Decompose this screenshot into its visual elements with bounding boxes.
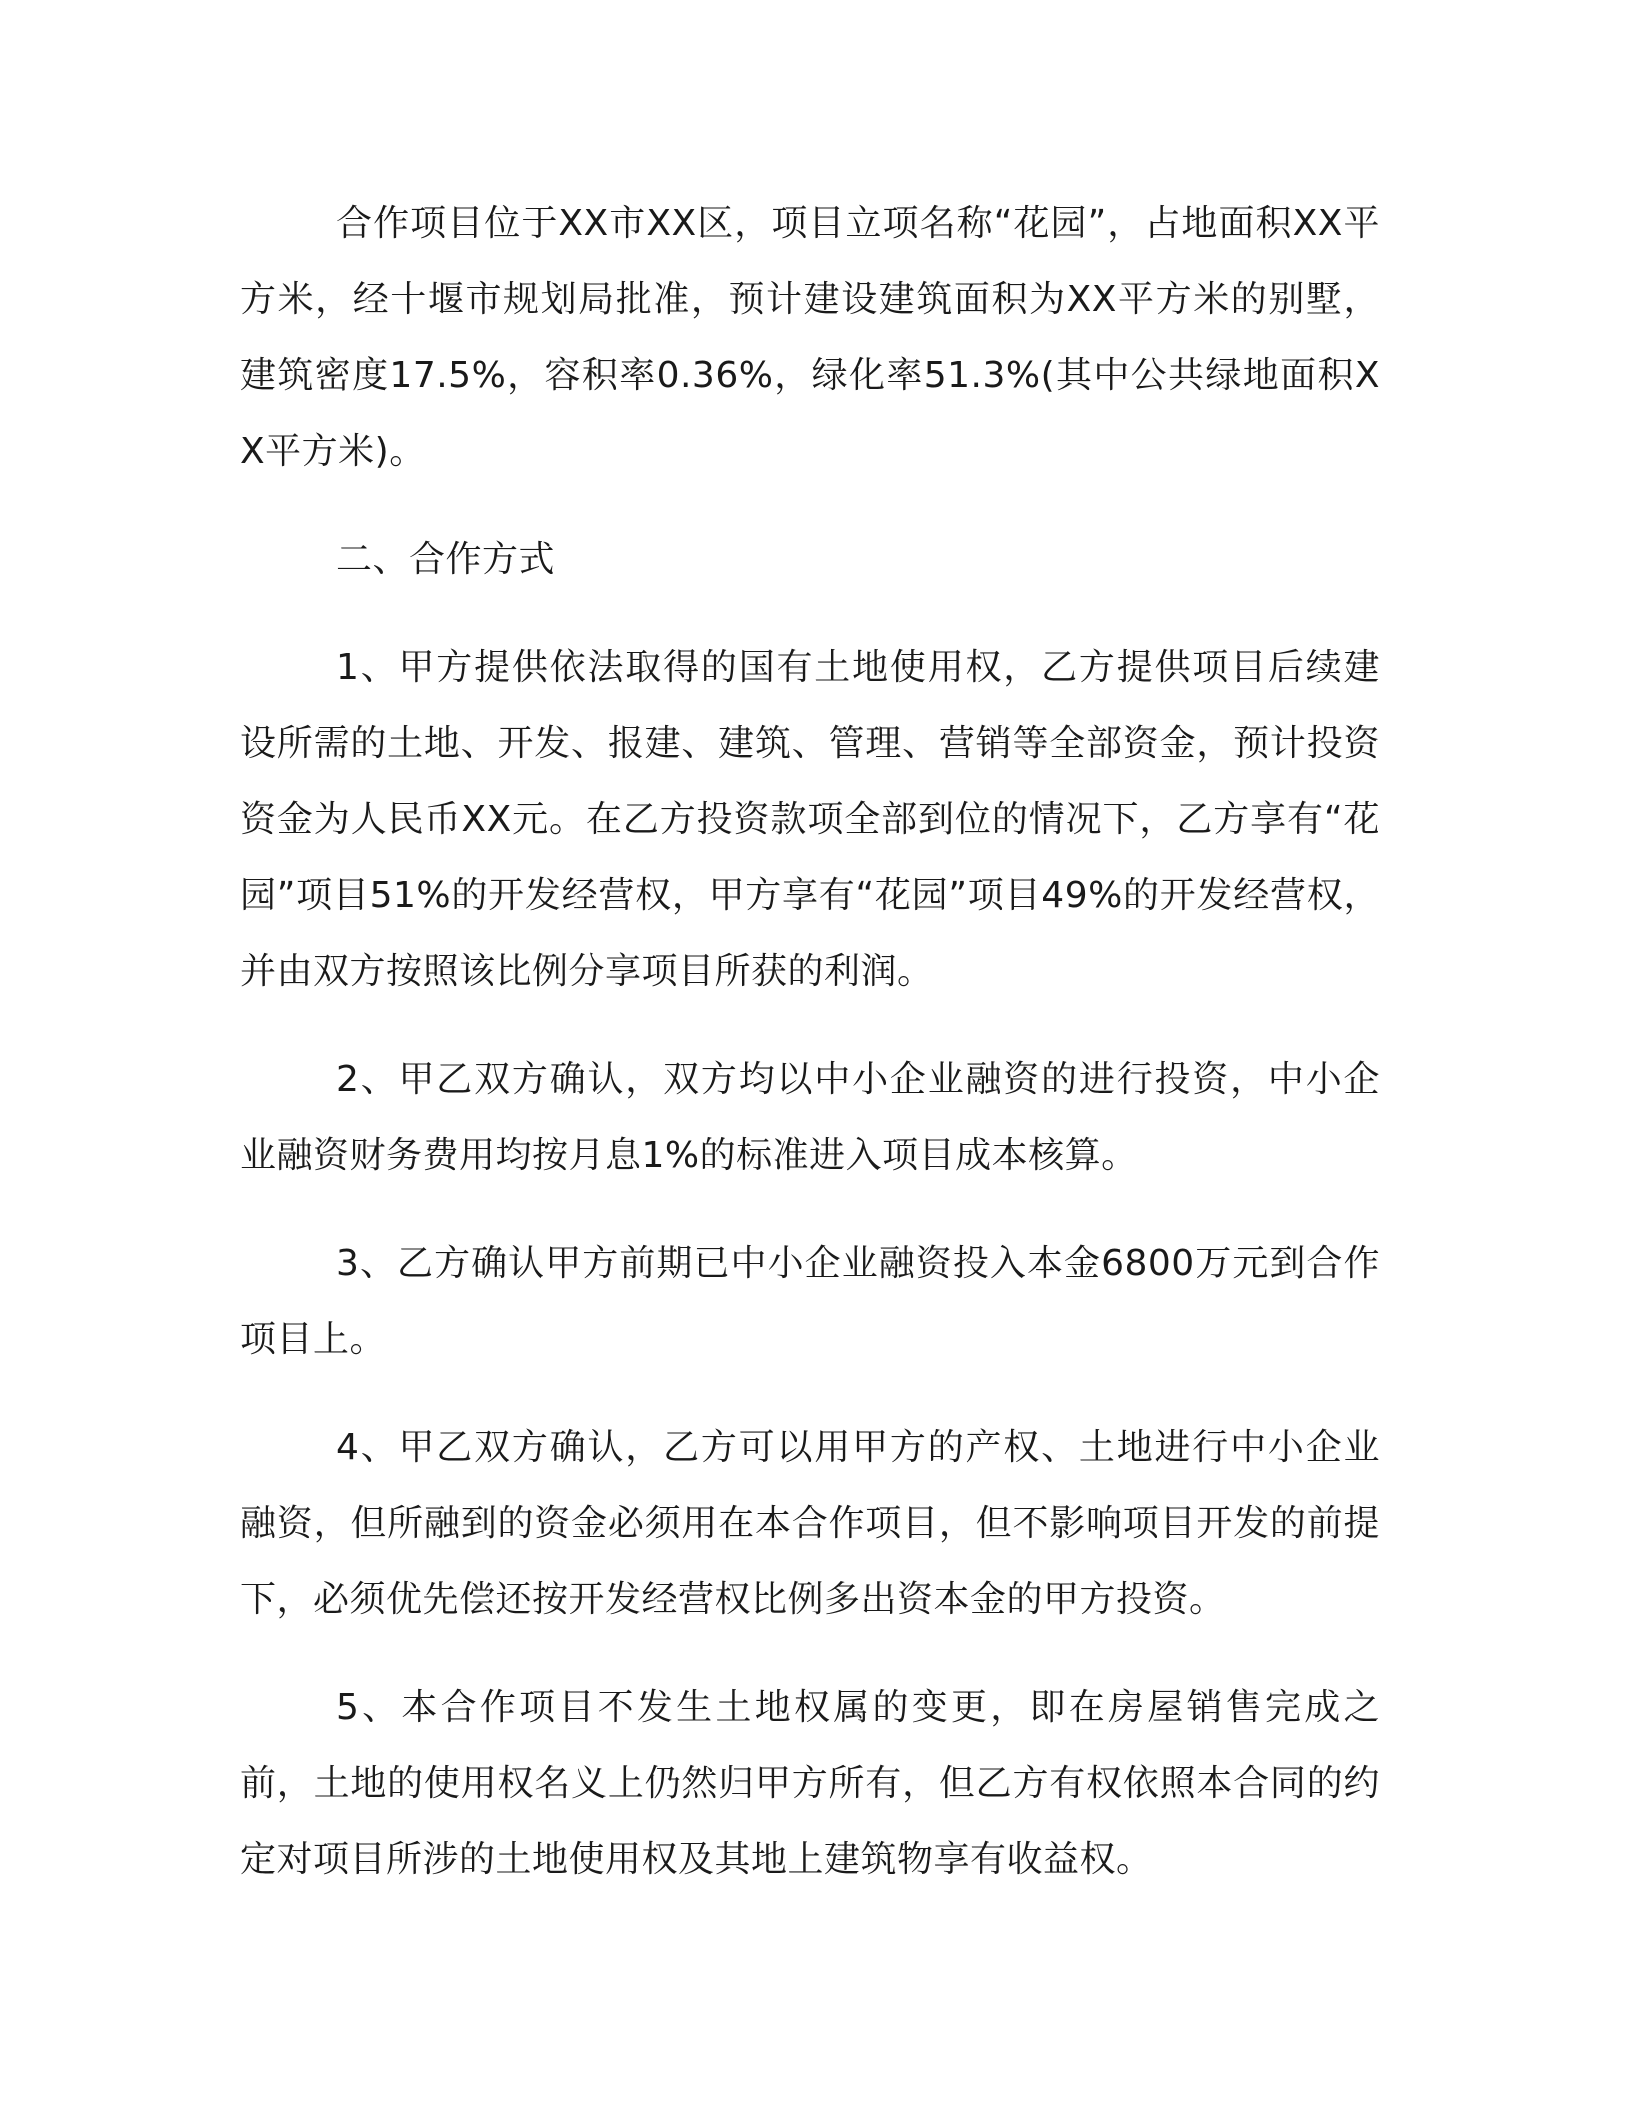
document-body [240,186,1380,1898]
intro-paragraph: 合作项目位于XX市XX区，项目立项名称“花园”，占地面积XX平方米，经十堰市规划局批准，预计建设建筑面积为XX平方米的别墅，建筑密度17.5%，容积率0.36%，绿化率51.3%(其中公共绿地面积XX平方米)。 [240,203,1380,472]
clause-2: 2、甲乙双方确认，双方均以中小企业融资的进行投资，中小企业融资财务费用均按月息1%的标准进入项目成本核算。 [240,1059,1380,1176]
clause-5: 5、本合作项目不发生土地权属的变更，即在房屋销售完成之前，土地的使用权名义上仍然归甲方所有，但乙方有权依照本合同的约定对项目所涉的土地使用权及其地上建筑物享有收益权。 [240,1687,1380,1880]
clause-1: 1、甲方提供依法取得的国有土地使用权，乙方提供项目后续建设所需的土地、开发、报建、建筑、管理、营销等全部资金，预计投资资金为人民币XX元。在乙方投资款项全部到位的情况下，乙方享有“花园”项目51%的开发经营权，甲方享有“花园”项目49%的开发经营权，并由双方按照该比例分享项目所获的利润。 [240,647,1380,992]
clause-4: 4、甲乙双方确认，乙方可以用甲方的产权、土地进行中小企业融资，但所融到的资金必须用在本合作项目，但不影响项目开发的前提下，必须优先偿还按开发经营权比例多出资本金的甲方投资。 [240,1427,1380,1620]
clause-3: 3、乙方确认甲方前期已中小企业融资投入本金6800万元到合作项目上。 [240,1243,1380,1360]
section-heading: 二、合作方式 [336,539,556,580]
